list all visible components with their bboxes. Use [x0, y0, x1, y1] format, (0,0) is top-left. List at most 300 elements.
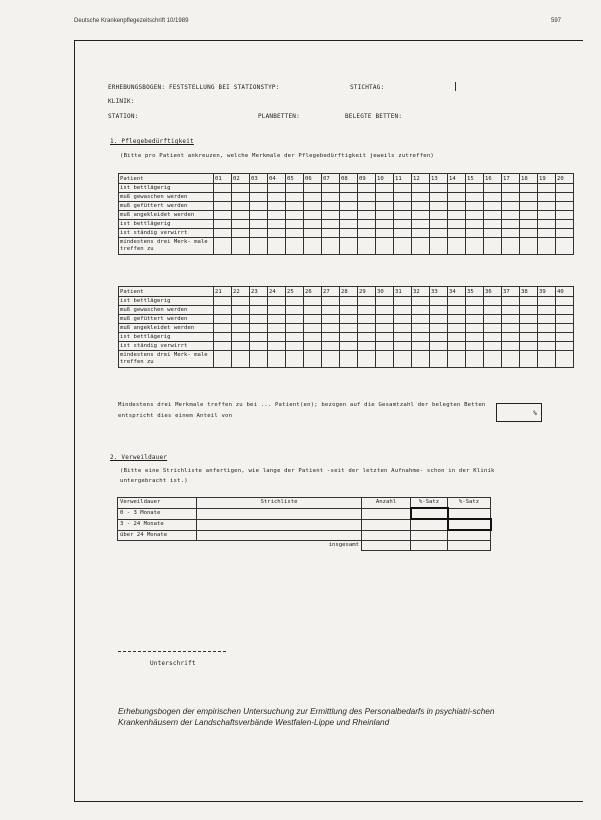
checkbox-cell[interactable]	[286, 193, 304, 202]
checkbox-cell[interactable]	[358, 184, 376, 193]
checkbox-cell[interactable]	[556, 333, 574, 342]
checkbox-cell[interactable]	[304, 324, 322, 333]
checkbox-cell[interactable]	[250, 211, 268, 220]
summary-cell[interactable]	[502, 351, 520, 368]
checkbox-cell[interactable]	[322, 306, 340, 315]
checkbox-cell[interactable]	[340, 184, 358, 193]
checkbox-cell[interactable]	[250, 315, 268, 324]
checkbox-cell[interactable]	[214, 333, 232, 342]
checkbox-cell[interactable]	[358, 297, 376, 306]
checkbox-cell[interactable]	[502, 306, 520, 315]
checkbox-cell[interactable]	[376, 184, 394, 193]
checkbox-cell[interactable]	[520, 229, 538, 238]
checkbox-cell[interactable]	[358, 220, 376, 229]
checkbox-cell[interactable]	[484, 211, 502, 220]
checkbox-cell[interactable]	[502, 333, 520, 342]
checkbox-cell[interactable]	[448, 220, 466, 229]
checkbox-cell[interactable]	[268, 202, 286, 211]
checkbox-cell[interactable]	[412, 193, 430, 202]
checkbox-cell[interactable]	[412, 184, 430, 193]
summary-cell[interactable]	[538, 351, 556, 368]
summary-cell[interactable]	[556, 238, 574, 255]
summary-cell[interactable]	[358, 351, 376, 368]
checkbox-cell[interactable]	[340, 202, 358, 211]
checkbox-cell[interactable]	[286, 333, 304, 342]
checkbox-cell[interactable]	[556, 306, 574, 315]
checkbox-cell[interactable]	[556, 324, 574, 333]
checkbox-cell[interactable]	[322, 184, 340, 193]
checkbox-cell[interactable]	[466, 297, 484, 306]
checkbox-cell[interactable]	[376, 202, 394, 211]
summary-cell[interactable]	[466, 351, 484, 368]
checkbox-cell[interactable]	[412, 229, 430, 238]
checkbox-cell[interactable]	[502, 324, 520, 333]
count-cell[interactable]	[362, 519, 411, 530]
checkbox-cell[interactable]	[232, 220, 250, 229]
checkbox-cell[interactable]	[538, 202, 556, 211]
checkbox-cell[interactable]	[250, 333, 268, 342]
checkbox-cell[interactable]	[286, 229, 304, 238]
patient-number: 19	[538, 174, 556, 184]
summary-cell[interactable]	[322, 238, 340, 255]
checkbox-cell[interactable]	[520, 211, 538, 220]
total-percent-cell-2[interactable]	[448, 541, 491, 551]
checkbox-cell[interactable]	[538, 315, 556, 324]
checkbox-cell[interactable]	[502, 202, 520, 211]
checkbox-cell[interactable]	[466, 315, 484, 324]
checkbox-cell[interactable]	[214, 211, 232, 220]
summary-cell[interactable]	[484, 238, 502, 255]
checkbox-cell[interactable]	[412, 211, 430, 220]
checkbox-cell[interactable]	[394, 297, 412, 306]
checkbox-cell[interactable]	[304, 297, 322, 306]
checkbox-cell[interactable]	[502, 229, 520, 238]
checkbox-cell[interactable]	[322, 297, 340, 306]
checkbox-cell[interactable]	[484, 333, 502, 342]
summary-cell[interactable]	[286, 351, 304, 368]
checkbox-cell[interactable]	[358, 324, 376, 333]
checkbox-cell[interactable]	[538, 229, 556, 238]
summary-cell[interactable]	[322, 351, 340, 368]
checkbox-cell[interactable]	[412, 202, 430, 211]
checkbox-cell[interactable]	[286, 297, 304, 306]
checkbox-cell[interactable]	[376, 315, 394, 324]
checkbox-cell[interactable]	[412, 306, 430, 315]
checkbox-cell[interactable]	[430, 220, 448, 229]
checkbox-cell[interactable]	[304, 184, 322, 193]
checkbox-cell[interactable]	[448, 297, 466, 306]
checkbox-cell[interactable]	[556, 202, 574, 211]
checkbox-cell[interactable]	[304, 315, 322, 324]
checkbox-cell[interactable]	[466, 211, 484, 220]
checkbox-cell[interactable]	[520, 184, 538, 193]
summary-cell[interactable]	[268, 351, 286, 368]
percent-cell-2[interactable]	[448, 508, 491, 519]
checkbox-cell[interactable]	[376, 193, 394, 202]
checkbox-cell[interactable]	[340, 211, 358, 220]
checkbox-cell[interactable]	[268, 306, 286, 315]
checkbox-cell[interactable]	[394, 315, 412, 324]
checkbox-cell[interactable]	[484, 342, 502, 351]
checkbox-cell[interactable]	[538, 342, 556, 351]
checkbox-cell[interactable]	[304, 220, 322, 229]
summary-cell[interactable]	[520, 238, 538, 255]
summary-cell[interactable]	[304, 351, 322, 368]
checkbox-cell[interactable]	[430, 297, 448, 306]
checkbox-cell[interactable]	[394, 202, 412, 211]
checkbox-cell[interactable]	[520, 306, 538, 315]
checkbox-cell[interactable]	[214, 315, 232, 324]
summary-cell[interactable]	[232, 351, 250, 368]
total-count-cell[interactable]	[362, 541, 411, 551]
checkbox-cell[interactable]	[376, 306, 394, 315]
checkbox-cell[interactable]	[376, 211, 394, 220]
checkbox-cell[interactable]	[430, 324, 448, 333]
checkbox-cell[interactable]	[268, 211, 286, 220]
checkbox-cell[interactable]	[466, 229, 484, 238]
checkbox-cell[interactable]	[430, 306, 448, 315]
checkbox-cell[interactable]	[214, 220, 232, 229]
checkbox-cell[interactable]	[376, 220, 394, 229]
checkbox-cell[interactable]	[538, 220, 556, 229]
checkbox-cell[interactable]	[304, 342, 322, 351]
summary-cell[interactable]	[556, 351, 574, 368]
checkbox-cell[interactable]	[232, 184, 250, 193]
checkbox-cell[interactable]	[340, 342, 358, 351]
checkbox-cell[interactable]	[448, 211, 466, 220]
checkbox-cell[interactable]	[466, 324, 484, 333]
checkbox-cell[interactable]	[214, 193, 232, 202]
summary-cell[interactable]	[232, 238, 250, 255]
summary-cell[interactable]	[430, 351, 448, 368]
checkbox-cell[interactable]	[448, 324, 466, 333]
checkbox-cell[interactable]	[538, 193, 556, 202]
checkbox-cell[interactable]	[286, 324, 304, 333]
checkbox-cell[interactable]	[466, 202, 484, 211]
checkbox-cell[interactable]	[394, 220, 412, 229]
checkbox-cell[interactable]	[250, 202, 268, 211]
checkbox-cell[interactable]	[376, 324, 394, 333]
checkbox-cell[interactable]	[358, 306, 376, 315]
count-cell[interactable]	[362, 508, 411, 519]
checkbox-cell[interactable]	[250, 306, 268, 315]
checkbox-cell[interactable]	[304, 333, 322, 342]
summary-cell[interactable]	[376, 238, 394, 255]
checkbox-cell[interactable]	[232, 229, 250, 238]
checkbox-cell[interactable]	[268, 297, 286, 306]
checkbox-cell[interactable]	[268, 324, 286, 333]
summary-cell[interactable]	[214, 238, 232, 255]
checkbox-cell[interactable]	[556, 229, 574, 238]
checkbox-cell[interactable]	[232, 193, 250, 202]
checkbox-cell[interactable]	[430, 333, 448, 342]
percent-cell[interactable]	[411, 508, 448, 519]
checkbox-cell[interactable]	[322, 202, 340, 211]
checkbox-cell[interactable]	[484, 202, 502, 211]
checkbox-cell[interactable]	[232, 315, 250, 324]
checkbox-cell[interactable]	[538, 184, 556, 193]
checkbox-cell[interactable]	[340, 306, 358, 315]
checkbox-cell[interactable]	[538, 297, 556, 306]
checkbox-cell[interactable]	[520, 315, 538, 324]
summary-cell[interactable]	[340, 238, 358, 255]
checkbox-cell[interactable]	[556, 193, 574, 202]
checkbox-cell[interactable]	[466, 193, 484, 202]
summary-cell[interactable]	[520, 351, 538, 368]
checkbox-cell[interactable]	[358, 229, 376, 238]
checkbox-cell[interactable]	[232, 342, 250, 351]
checkbox-cell[interactable]	[448, 229, 466, 238]
checkbox-cell[interactable]	[340, 315, 358, 324]
checkbox-cell[interactable]	[304, 211, 322, 220]
checkbox-cell[interactable]	[412, 315, 430, 324]
checkbox-cell[interactable]	[466, 306, 484, 315]
checkbox-cell[interactable]	[394, 342, 412, 351]
checkbox-cell[interactable]	[556, 211, 574, 220]
checkbox-cell[interactable]	[214, 229, 232, 238]
checkbox-cell[interactable]	[358, 315, 376, 324]
summary-cell[interactable]	[502, 238, 520, 255]
checkbox-cell[interactable]	[214, 342, 232, 351]
checkbox-cell[interactable]	[232, 306, 250, 315]
summary-cell[interactable]	[394, 238, 412, 255]
checkbox-cell[interactable]	[520, 202, 538, 211]
summary-cell[interactable]	[214, 351, 232, 368]
checkbox-cell[interactable]	[448, 306, 466, 315]
checkbox-cell[interactable]	[466, 333, 484, 342]
checkbox-cell[interactable]	[484, 184, 502, 193]
checkbox-cell[interactable]	[394, 193, 412, 202]
checkbox-cell[interactable]	[250, 193, 268, 202]
checkbox-cell[interactable]	[286, 306, 304, 315]
summary-cell[interactable]	[430, 238, 448, 255]
checkbox-cell[interactable]	[322, 333, 340, 342]
checkbox-cell[interactable]	[394, 229, 412, 238]
checkbox-cell[interactable]	[376, 342, 394, 351]
summary-cell[interactable]	[286, 238, 304, 255]
checkbox-cell[interactable]	[286, 184, 304, 193]
checkbox-cell[interactable]	[448, 342, 466, 351]
checkbox-cell[interactable]	[322, 229, 340, 238]
checkbox-cell[interactable]	[268, 315, 286, 324]
checkbox-cell[interactable]	[250, 297, 268, 306]
checkbox-cell[interactable]	[250, 184, 268, 193]
checkbox-cell[interactable]	[250, 324, 268, 333]
checkbox-cell[interactable]	[304, 306, 322, 315]
checkbox-cell[interactable]	[358, 342, 376, 351]
checkbox-cell[interactable]	[448, 193, 466, 202]
checkbox-cell[interactable]	[484, 315, 502, 324]
checkbox-cell[interactable]	[394, 211, 412, 220]
checkbox-cell[interactable]	[556, 315, 574, 324]
checkbox-cell[interactable]	[556, 297, 574, 306]
checkbox-cell[interactable]	[286, 220, 304, 229]
checkbox-cell[interactable]	[466, 220, 484, 229]
checkbox-cell[interactable]	[538, 306, 556, 315]
checkbox-cell[interactable]	[250, 229, 268, 238]
checkbox-cell[interactable]	[502, 220, 520, 229]
checkbox-cell[interactable]	[484, 324, 502, 333]
checkbox-cell[interactable]	[376, 297, 394, 306]
summary-cell[interactable]	[484, 351, 502, 368]
summary-cell[interactable]	[448, 238, 466, 255]
checkbox-cell[interactable]	[412, 220, 430, 229]
checkbox-cell[interactable]	[322, 324, 340, 333]
checkbox-cell[interactable]	[322, 211, 340, 220]
checkbox-cell[interactable]	[322, 342, 340, 351]
checkbox-cell[interactable]	[430, 202, 448, 211]
checkbox-cell[interactable]	[304, 229, 322, 238]
checkbox-cell[interactable]	[232, 324, 250, 333]
checkbox-cell[interactable]	[556, 342, 574, 351]
checkbox-cell[interactable]	[214, 202, 232, 211]
total-percent-cell[interactable]	[411, 541, 448, 551]
checkbox-cell[interactable]	[358, 202, 376, 211]
checkbox-cell[interactable]	[484, 193, 502, 202]
summary-cell[interactable]	[340, 351, 358, 368]
checkbox-cell[interactable]	[430, 184, 448, 193]
checkbox-cell[interactable]	[358, 211, 376, 220]
checkbox-cell[interactable]	[448, 184, 466, 193]
checkbox-cell[interactable]	[556, 184, 574, 193]
checkbox-cell[interactable]	[502, 184, 520, 193]
checkbox-cell[interactable]	[268, 342, 286, 351]
tally-cell[interactable]	[197, 519, 362, 530]
checkbox-cell[interactable]	[268, 333, 286, 342]
percent-cell[interactable]	[411, 530, 448, 541]
checkbox-cell[interactable]	[232, 297, 250, 306]
checkbox-cell[interactable]	[502, 193, 520, 202]
checkbox-cell[interactable]	[286, 211, 304, 220]
checkbox-cell[interactable]	[466, 184, 484, 193]
checkbox-cell[interactable]	[268, 220, 286, 229]
checkbox-cell[interactable]	[286, 342, 304, 351]
checkbox-cell[interactable]	[430, 315, 448, 324]
checkbox-cell[interactable]	[520, 342, 538, 351]
checkbox-cell[interactable]	[412, 297, 430, 306]
checkbox-cell[interactable]	[376, 333, 394, 342]
checkbox-cell[interactable]	[376, 229, 394, 238]
checkbox-cell[interactable]	[448, 333, 466, 342]
checkbox-cell[interactable]	[214, 306, 232, 315]
checkbox-cell[interactable]	[430, 193, 448, 202]
checkbox-cell[interactable]	[484, 297, 502, 306]
checkbox-cell[interactable]	[394, 184, 412, 193]
checkbox-cell[interactable]	[322, 220, 340, 229]
summary-cell[interactable]	[250, 238, 268, 255]
checkbox-cell[interactable]	[556, 220, 574, 229]
checkbox-cell[interactable]	[430, 211, 448, 220]
checkbox-cell[interactable]	[520, 193, 538, 202]
checkbox-cell[interactable]	[538, 324, 556, 333]
summary-cell[interactable]	[412, 351, 430, 368]
summary-cell[interactable]	[250, 351, 268, 368]
summary-cell[interactable]	[376, 351, 394, 368]
checkbox-cell[interactable]	[214, 297, 232, 306]
checkbox-cell[interactable]	[358, 193, 376, 202]
tally-cell[interactable]	[197, 508, 362, 519]
checkbox-cell[interactable]	[250, 342, 268, 351]
checkbox-cell[interactable]	[268, 193, 286, 202]
checkbox-cell[interactable]	[520, 324, 538, 333]
checkbox-cell[interactable]	[502, 315, 520, 324]
checkbox-cell[interactable]	[286, 315, 304, 324]
summary-cell[interactable]	[268, 238, 286, 255]
checkbox-cell[interactable]	[340, 229, 358, 238]
checkbox-cell[interactable]	[538, 333, 556, 342]
summary-cell[interactable]	[394, 351, 412, 368]
checkbox-cell[interactable]	[448, 315, 466, 324]
checkbox-cell[interactable]	[268, 184, 286, 193]
summary-cell[interactable]	[448, 351, 466, 368]
tally-cell[interactable]	[197, 530, 362, 541]
checkbox-cell[interactable]	[322, 193, 340, 202]
checkbox-cell[interactable]	[502, 297, 520, 306]
checkbox-cell[interactable]	[484, 306, 502, 315]
summary-cell[interactable]	[304, 238, 322, 255]
checkbox-cell[interactable]	[394, 324, 412, 333]
checkbox-cell[interactable]	[304, 202, 322, 211]
percent-cell[interactable]	[411, 519, 448, 530]
checkbox-cell[interactable]	[412, 342, 430, 351]
checkbox-cell[interactable]	[232, 202, 250, 211]
col-strichliste: Strichliste	[197, 498, 362, 509]
checkbox-cell[interactable]	[340, 324, 358, 333]
checkbox-cell[interactable]	[430, 229, 448, 238]
checkbox-cell[interactable]	[268, 229, 286, 238]
checkbox-cell[interactable]	[340, 333, 358, 342]
checkbox-cell[interactable]	[394, 333, 412, 342]
signature-line[interactable]	[118, 651, 226, 652]
summary-cell[interactable]	[466, 238, 484, 255]
checkbox-cell[interactable]	[466, 342, 484, 351]
patient-number: 27	[322, 287, 340, 297]
checkbox-cell[interactable]	[412, 324, 430, 333]
checkbox-cell[interactable]	[430, 342, 448, 351]
checkbox-cell[interactable]	[286, 202, 304, 211]
summary-cell[interactable]	[538, 238, 556, 255]
checkbox-cell[interactable]	[232, 333, 250, 342]
checkbox-cell[interactable]	[340, 193, 358, 202]
checkbox-cell[interactable]	[520, 220, 538, 229]
summary-cell[interactable]	[358, 238, 376, 255]
checkbox-cell[interactable]	[214, 184, 232, 193]
checkbox-cell[interactable]	[304, 193, 322, 202]
checkbox-cell[interactable]	[250, 220, 268, 229]
percentage-box[interactable]	[496, 403, 542, 422]
checkbox-cell[interactable]	[448, 202, 466, 211]
checkbox-cell[interactable]	[340, 220, 358, 229]
checkbox-cell[interactable]	[484, 229, 502, 238]
checkbox-cell[interactable]	[502, 342, 520, 351]
percent-cell-2[interactable]	[448, 519, 491, 530]
checkbox-cell[interactable]	[502, 211, 520, 220]
checkbox-cell[interactable]	[214, 324, 232, 333]
checkbox-cell[interactable]	[232, 211, 250, 220]
summary-cell[interactable]	[412, 238, 430, 255]
checkbox-cell[interactable]	[394, 306, 412, 315]
count-cell[interactable]	[362, 530, 411, 541]
checkbox-cell[interactable]	[340, 297, 358, 306]
checkbox-cell[interactable]	[538, 211, 556, 220]
checkbox-cell[interactable]	[322, 315, 340, 324]
checkbox-cell[interactable]	[520, 297, 538, 306]
percent-cell-2[interactable]	[448, 530, 491, 541]
checkbox-cell[interactable]	[484, 220, 502, 229]
checkbox-cell[interactable]	[520, 333, 538, 342]
checkbox-cell[interactable]	[358, 333, 376, 342]
checkbox-cell[interactable]	[412, 333, 430, 342]
